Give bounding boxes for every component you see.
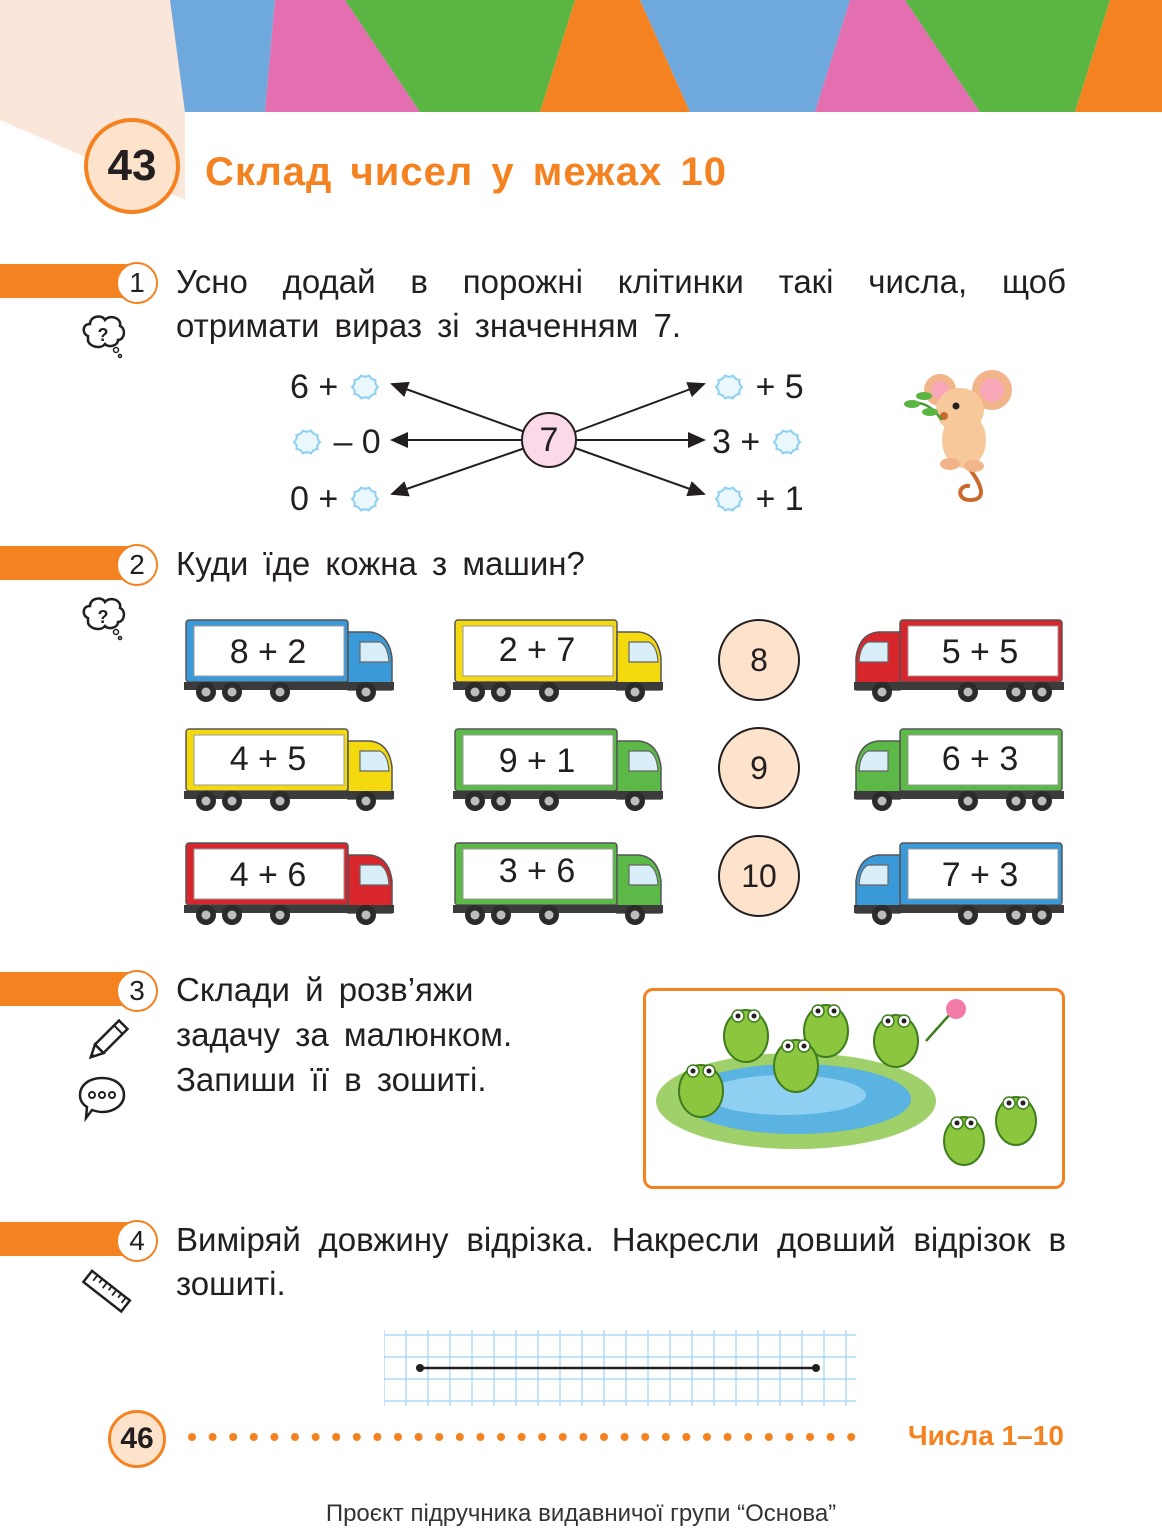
right-expression-3: + 1 [712, 480, 804, 519]
empty-cell-icon[interactable] [348, 484, 382, 514]
task-3-line-3: Запиши її в зошиті. [176, 1061, 487, 1098]
left-expression-2: – 0 [290, 423, 381, 462]
empty-cell-icon[interactable] [770, 427, 804, 457]
page-number: 46 [108, 1410, 166, 1468]
right-expression-2: 3 + [712, 423, 804, 462]
speech-bubble-icon [76, 1072, 128, 1122]
truck-8[interactable] [453, 841, 665, 927]
task-1-text: Усно додай в порожні клітинки такі числа, щоб отримати вираз зі значенням 7. [176, 263, 1066, 344]
empty-cell-icon[interactable] [290, 427, 324, 457]
truck-label: 5 + 5 [941, 633, 1019, 671]
truck-label: 3 + 6 [498, 852, 576, 890]
truck-label: 6 + 3 [941, 740, 1019, 778]
truck-label: 4 + 5 [229, 740, 307, 778]
dotted-line [186, 1430, 886, 1444]
truck-label: 7 + 3 [941, 856, 1019, 894]
task-3-line-1: Склади й розв’яжи [176, 971, 474, 1008]
task-4-number: 4 [116, 1220, 158, 1262]
segment-endpoint [812, 1364, 820, 1372]
truck-1[interactable] [184, 618, 396, 704]
target-circle-9[interactable]: 9 [718, 727, 800, 809]
lesson-number: 43 [84, 118, 180, 214]
project-note: Проєкт підручника видавничої групи “Основа” [325, 1500, 837, 1527]
truck-label: 4 + 6 [229, 856, 307, 894]
pencil-icon [82, 1016, 132, 1066]
truck-7[interactable] [184, 841, 396, 927]
segment-endpoint [416, 1364, 424, 1372]
truck-label: 8 + 2 [229, 633, 307, 671]
task-3-number: 3 [116, 970, 158, 1012]
left-expression-1: 6 + [290, 368, 382, 407]
task-2-text: Куди їде кожна з машин? [176, 545, 585, 582]
empty-cell-icon[interactable] [712, 372, 746, 402]
empty-cell-icon[interactable] [712, 484, 746, 514]
task-4-text: Виміряй довжину відрізка. Накресли довший відрізок в зошиті. [176, 1221, 1066, 1302]
frogs-picture [643, 988, 1065, 1189]
thinking-icon [78, 312, 128, 362]
right-expression-1: + 5 [712, 368, 804, 407]
task-2-number: 2 [116, 544, 158, 586]
svg-text:?: ? [97, 607, 109, 627]
section-title: Числа 1–10 [908, 1420, 1064, 1451]
thinking-icon [78, 594, 128, 644]
left-expression-3: 0 + [290, 480, 382, 519]
truck-label: 2 + 7 [498, 631, 576, 669]
truck-2[interactable] [453, 618, 665, 704]
task-1-number: 1 [116, 262, 158, 304]
truck-4[interactable] [184, 727, 396, 813]
empty-cell-icon[interactable] [348, 372, 382, 402]
target-circle-10[interactable]: 10 [718, 835, 800, 917]
truck-3[interactable] [852, 618, 1064, 704]
svg-text:?: ? [97, 325, 109, 345]
grid-with-segment [384, 1330, 856, 1406]
center-seven: 7 [521, 412, 577, 468]
mouse-illustration [900, 360, 1020, 510]
task-3-line-2: задачу за малюнком. [176, 1016, 513, 1053]
truck-label: 9 + 1 [498, 742, 576, 780]
lesson-title: Склад чисел у межах 10 [205, 150, 727, 194]
truck-6[interactable] [852, 727, 1064, 813]
ruler-icon [80, 1268, 132, 1316]
truck-5[interactable] [453, 727, 665, 813]
target-circle-8[interactable]: 8 [718, 619, 800, 701]
truck-9[interactable] [852, 841, 1064, 927]
